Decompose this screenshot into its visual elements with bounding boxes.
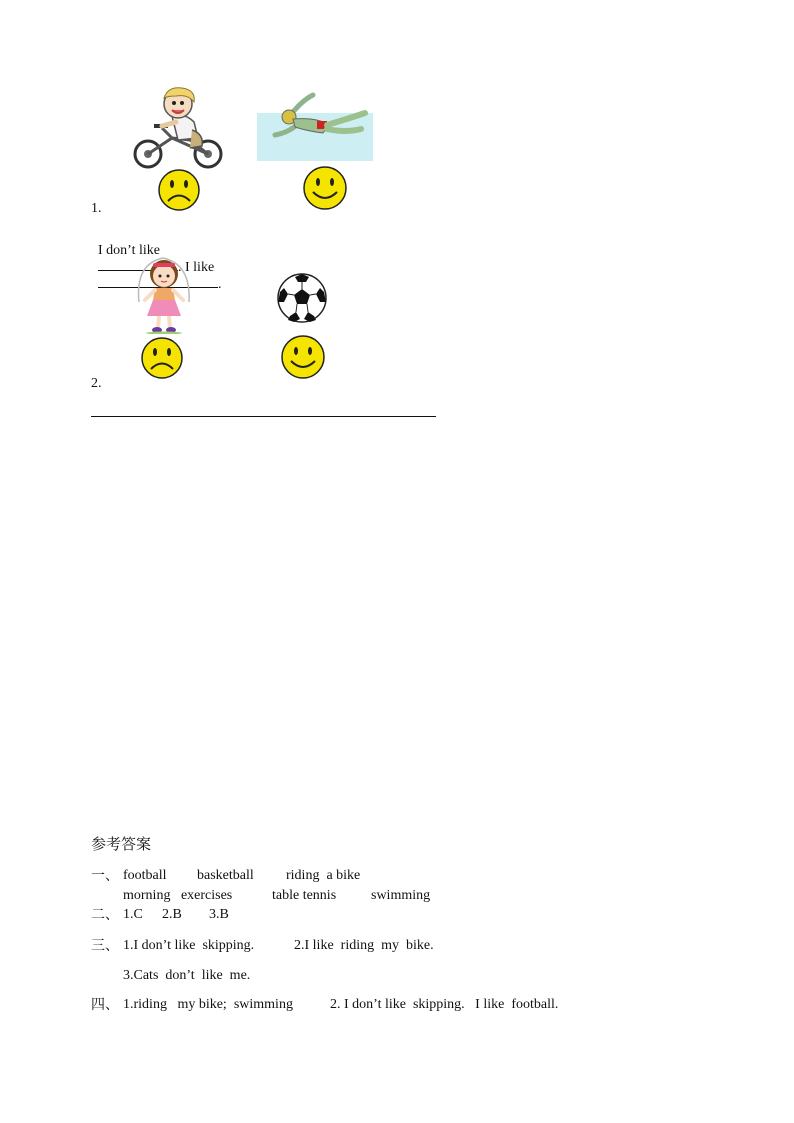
sad-face-icon bbox=[140, 336, 184, 380]
answer-item: morning exercises bbox=[123, 888, 233, 903]
answer-line-2[interactable] bbox=[91, 416, 436, 417]
section-3-label: 三、 bbox=[91, 938, 119, 954]
bike-boy-picture bbox=[132, 86, 226, 170]
happy-face-icon bbox=[302, 165, 348, 211]
happy-face-icon bbox=[280, 334, 326, 380]
answer-item: 1.C bbox=[123, 907, 143, 922]
answer-item: 3.Cats don’t like me. bbox=[123, 968, 251, 983]
answer-item: football bbox=[123, 868, 167, 883]
sentence-end: . bbox=[218, 277, 222, 292]
section-2-label: 二、 bbox=[91, 907, 119, 923]
section-1-label: 一、 bbox=[91, 868, 119, 884]
sentence-part-2: . I like bbox=[178, 260, 215, 275]
answer-item: basketball bbox=[197, 868, 254, 883]
question-number-2: 2. bbox=[91, 376, 102, 391]
answer-item: 2.I like riding my bike. bbox=[294, 938, 434, 953]
answer-item: 2. I don’t like skipping. I like football. bbox=[330, 997, 559, 1012]
answer-item: riding a bike bbox=[286, 868, 361, 883]
answer-item: swimming bbox=[371, 888, 431, 903]
sad-face-icon bbox=[157, 168, 201, 212]
question-number-1: 1. bbox=[91, 201, 102, 216]
sentence-part-1: I don’t like bbox=[98, 243, 160, 258]
skipping-girl-picture bbox=[133, 254, 195, 334]
answer-item: 3.B bbox=[209, 907, 229, 922]
answer-item: 1.riding my bike; swimming bbox=[123, 997, 293, 1012]
answer-item: 2.B bbox=[162, 907, 182, 922]
answer-item: 1.I don’t like skipping. bbox=[123, 938, 255, 953]
answer-key-title: 参考答案 bbox=[91, 835, 152, 853]
soccer-ball-picture bbox=[276, 272, 328, 324]
answer-item: table tennis bbox=[272, 888, 337, 903]
section-4-label: 四、 bbox=[91, 997, 119, 1013]
swimmer-picture bbox=[257, 89, 373, 161]
